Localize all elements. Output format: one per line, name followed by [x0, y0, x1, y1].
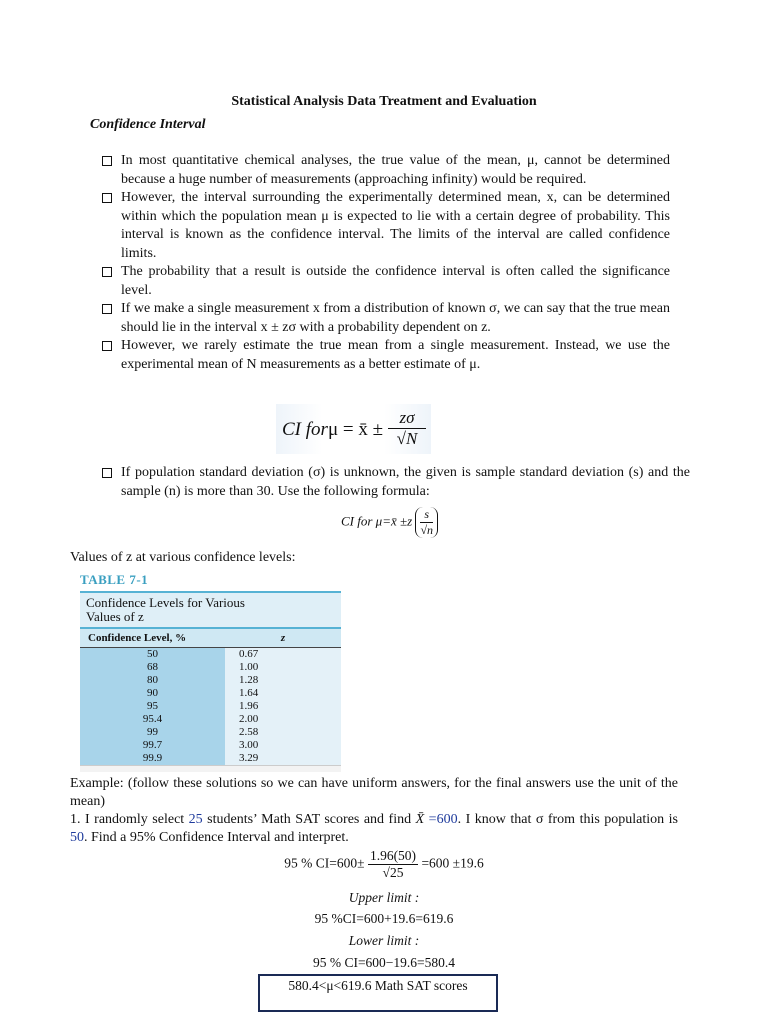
- lower-limit-label: Lower limit :: [348, 933, 420, 948]
- section-subtitle: Confidence Interval: [90, 117, 206, 132]
- formula-lhs: CI forμ = x̄ ±: [282, 419, 384, 440]
- formula2-numerator: s: [420, 507, 433, 523]
- bullet-list: [100, 152, 670, 374]
- checkbox-bullet-icon: [102, 156, 112, 166]
- checkbox-bullet-icon: [102, 267, 112, 277]
- mean-symbol: X̄: [415, 812, 425, 827]
- table-row: 99.7 3.00: [80, 739, 341, 752]
- table-row: 99.9 3.29: [80, 752, 341, 765]
- list-item: If population standard deviation (σ) is unknown, the given is sample standard deviation (s) and the sample (n) is more than 30. Use the following formula:: [100, 464, 690, 501]
- list-item: In most quantitative chemical analyses, the true value of the mean, μ, cannot be determined because a huge number of measurements (approaching infinity) would be required.: [100, 152, 670, 189]
- table-header-confidence: Confidence Level, %: [80, 629, 225, 648]
- table-row: 99 2.58: [80, 726, 341, 739]
- list-item: The probability that a result is outside the confidence interval is often called the significance level.: [100, 263, 670, 300]
- table-tag: TABLE 7-1: [80, 572, 149, 587]
- list-item: If we make a single measurement x from a distribution of known σ, we can say that the true mean should lie in the interval x ± zσ with a probability dependent on z.: [100, 300, 670, 337]
- checkbox-bullet-icon: [102, 468, 112, 478]
- sigma-value: 50: [70, 830, 84, 845]
- table-footer: [80, 765, 341, 772]
- table-header-z: z: [225, 629, 341, 648]
- values-label: Values of z at various confidence levels:: [70, 550, 296, 565]
- mean-value: =600: [428, 812, 458, 827]
- table-row: 80 1.28: [80, 674, 341, 687]
- calc-line-1: 95 % CI=600± $\frac{1.96(50)}{√25}$ =600 ±19.6: [284, 848, 484, 880]
- ci-sample-formula: [341, 507, 438, 538]
- final-answer-box: [258, 974, 498, 1012]
- table-row: 50 0.67: [80, 648, 341, 662]
- lower-limit-calc: 95 % CI=600−19.6=580.4: [312, 955, 456, 970]
- table-caption: Confidence Levels for Various Values of z: [80, 591, 341, 629]
- final-answer: 580.4<μ<619.6 Math SAT scores: [288, 978, 468, 993]
- formula-numerator: zσ: [388, 408, 426, 429]
- table-row: 68 1.00: [80, 661, 341, 674]
- ci-formula-image: [276, 404, 431, 454]
- checkbox-bullet-icon: [102, 304, 112, 314]
- formula2-denominator: √n: [420, 523, 434, 537]
- list-item: However, the interval surrounding the experimentally determined mean, x, can be determined within which the population mean μ is expected to lie with a certain degree of probability. This interval is known as the confidence interval. The limits of the interval are called confidence limits.: [100, 189, 670, 263]
- calc-fraction: $\frac{1.96(50)}{√25}$: [369, 848, 417, 880]
- sample-size: 25: [188, 812, 203, 827]
- formula2-lhs: CI for μ=x̄ ±z: [341, 513, 413, 529]
- table-row: 95 1.96: [80, 700, 341, 713]
- upper-limit-calc: 95 %CI=600+19.6=619.6: [314, 911, 454, 926]
- table-row: 95.4 2.00: [80, 713, 341, 726]
- page-title: Statistical Analysis Data Treatment and Evaluation: [231, 94, 537, 109]
- example-text: [70, 775, 678, 847]
- formula-denominator: √N: [396, 429, 418, 448]
- upper-limit-label: Upper limit :: [348, 890, 420, 905]
- formula-fraction: [388, 408, 426, 449]
- example-intro: Example: (follow these solutions so we can have uniform answers, for the final answers use the unit of the mean): [70, 776, 678, 809]
- checkbox-bullet-icon: [102, 341, 112, 351]
- table-row: 90 1.64: [80, 687, 341, 700]
- z-table-image: [80, 572, 341, 772]
- list-item: However, we rarely estimate the true mean from a single measurement. Instead, we use the experimental mean of N measurements as a better estimate of μ.: [100, 337, 670, 374]
- checkbox-bullet-icon: [102, 193, 112, 203]
- formula2-paren: [415, 507, 438, 538]
- example-problem: 1. I randomly select 25 students’ Math SAT scores and find X̄ =600. I know that σ from this population is 50. Find a 95% Confidence Interval and interpret.: [70, 812, 679, 845]
- z-table: [80, 629, 341, 765]
